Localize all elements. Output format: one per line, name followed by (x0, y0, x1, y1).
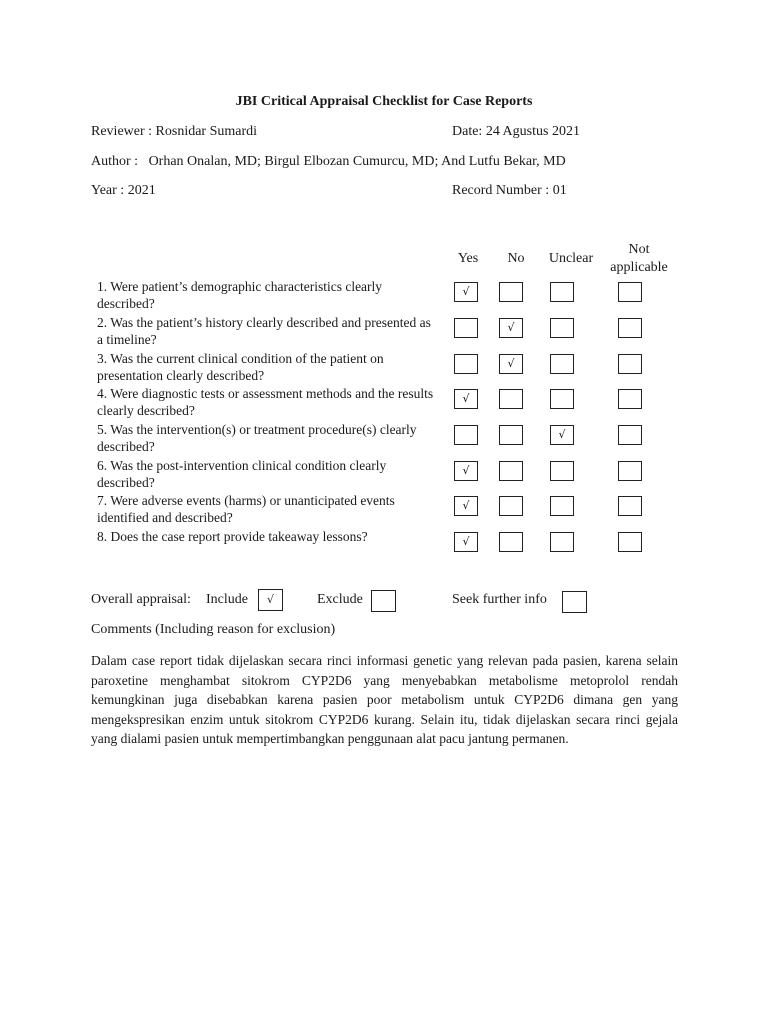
q1-no-checkbox[interactable] (499, 282, 523, 302)
q3-na-checkbox[interactable] (618, 354, 642, 374)
q7-na-checkbox[interactable] (618, 496, 642, 516)
q7-unclear-checkbox[interactable] (550, 496, 574, 516)
check-mark-icon: √ (462, 499, 470, 512)
check-mark-icon: √ (507, 321, 515, 334)
column-header-yes: Yes (457, 251, 479, 266)
q1-na-checkbox[interactable] (618, 282, 642, 302)
comments-text: Dalam case report tidak dijelaskan secara rinci informasi genetic yang relevan pada pasien, karena selain paroxetine menghambat sitokrom CYP2D6 yang menyebabkan metabolisme metoprolol rendah kemungkinan juga disebabkan karena pasien poor metabolism untuk CYP2D6 dimana gen yang mengekspresikan enzim untuk sitokrom CYP2D6 kurang. Selain itu, tidak dijelaskan secara rinci gejala yang dialami pasien untuk mempertimbangkan penggunaan alat pacu jantung permanen. (91, 653, 678, 746)
q7-no-checkbox[interactable] (499, 496, 523, 516)
question-3 (97, 350, 437, 384)
question-text: 5. Was the intervention(s) or treatment procedure(s) clearly described? (97, 422, 417, 454)
q5-no-checkbox[interactable] (499, 425, 523, 445)
author-value: Orhan Onalan, MD; Birgul Elbozan Cumurcu, MD; And Lutfu Bekar, MD (148, 154, 566, 169)
question-text: 7. Were adverse events (harms) or unanticipated events identified and described? (97, 493, 395, 525)
question-2 (97, 314, 437, 348)
q7-yes-checkbox[interactable] (454, 496, 478, 516)
q5-na-checkbox[interactable] (618, 425, 642, 445)
q8-no-checkbox[interactable] (499, 532, 523, 552)
q4-unclear-checkbox[interactable] (550, 389, 574, 409)
seek-further-info-label: Seek further info (452, 592, 547, 607)
q4-na-checkbox[interactable] (618, 389, 642, 409)
q6-na-checkbox[interactable] (618, 461, 642, 481)
date-field (452, 124, 580, 140)
date-label: Date: (452, 124, 486, 139)
column-header-not-applicable-line1: Not (628, 242, 650, 257)
record-field (452, 183, 567, 199)
q6-yes-checkbox[interactable] (454, 461, 478, 481)
check-mark-icon: √ (462, 535, 470, 548)
author-field (91, 154, 566, 170)
year-value: 2021 (127, 183, 156, 198)
check-mark-icon: √ (462, 392, 470, 405)
q1-yes-checkbox[interactable] (454, 282, 478, 302)
column-header-not-applicable-line2: applicable (610, 260, 668, 275)
question-text: 3. Was the current clinical condition of the patient on presentation clearly described? (97, 351, 384, 383)
question-text: 4. Were diagnostic tests or assessment methods and the results clearly described? (97, 386, 433, 418)
q6-no-checkbox[interactable] (499, 461, 523, 481)
q4-yes-checkbox[interactable] (454, 389, 478, 409)
record-label: Record Number : (452, 183, 553, 198)
q6-unclear-checkbox[interactable] (550, 461, 574, 481)
q3-unclear-checkbox[interactable] (550, 354, 574, 374)
column-header-unclear: Unclear (548, 251, 594, 266)
page-title: JBI Critical Appraisal Checklist for Case Reports (235, 94, 533, 109)
question-5 (97, 421, 437, 455)
check-mark-icon: √ (558, 428, 566, 441)
question-text: 1. Were patient’s demographic characteristics clearly described? (97, 279, 382, 311)
column-header-not-applicable (599, 241, 679, 277)
question-4 (97, 385, 437, 419)
date-value: 24 Agustus 2021 (485, 124, 580, 139)
q2-unclear-checkbox[interactable] (550, 318, 574, 338)
q2-no-checkbox[interactable] (499, 318, 523, 338)
q5-unclear-checkbox[interactable] (550, 425, 574, 445)
q2-yes-checkbox[interactable] (454, 318, 478, 338)
column-header-no: No (507, 251, 525, 266)
q2-na-checkbox[interactable] (618, 318, 642, 338)
check-mark-icon: √ (462, 464, 470, 477)
q4-no-checkbox[interactable] (499, 389, 523, 409)
reviewer-field (91, 124, 257, 140)
include-label: Include (206, 592, 248, 607)
year-label: Year : (91, 183, 128, 198)
reviewer-label: Reviewer : (91, 124, 156, 139)
q8-yes-checkbox[interactable] (454, 532, 478, 552)
q8-unclear-checkbox[interactable] (550, 532, 574, 552)
exclude-label: Exclude (317, 592, 363, 607)
author-label: Author : (91, 154, 139, 169)
q3-no-checkbox[interactable] (499, 354, 523, 374)
check-mark-icon: √ (462, 285, 470, 298)
seek-further-info-checkbox[interactable] (562, 591, 587, 613)
question-6 (97, 457, 437, 491)
q1-unclear-checkbox[interactable] (550, 282, 574, 302)
overall-appraisal-label: Overall appraisal: (91, 592, 191, 607)
reviewer-value: Rosnidar Sumardi (155, 124, 258, 139)
record-value: 01 (552, 183, 567, 198)
question-text: 8. Does the case report provide takeaway lessons? (97, 529, 368, 544)
question-1 (97, 278, 437, 312)
q3-yes-checkbox[interactable] (454, 354, 478, 374)
question-text: 2. Was the patient’s history clearly described and presented as a timeline? (97, 315, 431, 347)
comments-label: Comments (Including reason for exclusion) (91, 622, 336, 637)
check-mark-icon: √ (507, 357, 515, 370)
year-field (91, 183, 156, 199)
q5-yes-checkbox[interactable] (454, 425, 478, 445)
question-text: 6. Was the post-intervention clinical condition clearly described? (97, 458, 386, 490)
question-8 (97, 528, 437, 545)
check-mark-icon: √ (266, 593, 274, 606)
include-checkbox[interactable] (258, 589, 283, 611)
exclude-checkbox[interactable] (371, 590, 396, 612)
q8-na-checkbox[interactable] (618, 532, 642, 552)
question-7 (97, 492, 437, 526)
